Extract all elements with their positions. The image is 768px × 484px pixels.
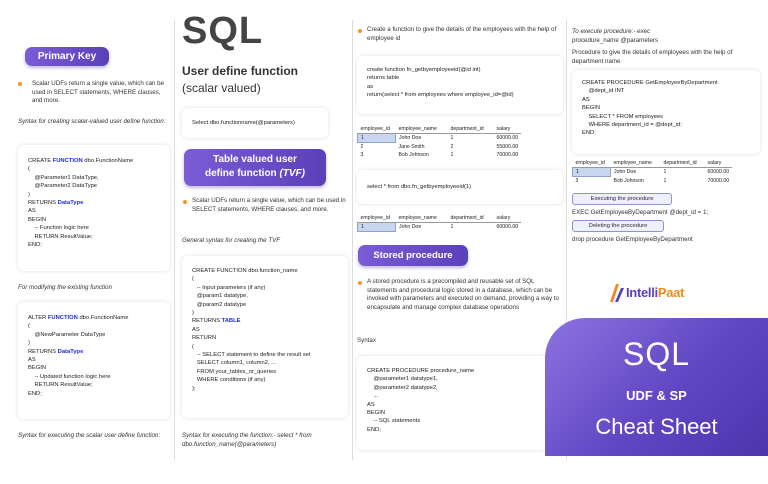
table-header: employee_id [358,125,396,134]
alter-function-code: ALTER FUNCTION dbo.FunctionName ( @NewParameter DataType ) RETURNS DataType AS BEGIN -- Updated function logic here RETURN ResultValue; END; [28,315,129,397]
bullet-icon [183,200,187,204]
table-row: 2 Jane Smith 2 55000.00 [360,143,519,150]
exec-statement: EXEC GetEmployeeByDepartment @dept_id = 1; [572,209,709,216]
table-header: employee_name [396,125,448,134]
general-syntax-label: General syntax for creating the TVF [182,237,281,244]
table-row: 3 Bob Johnson 1 70000.00 [575,177,730,184]
table-header: department_id [448,125,494,134]
bullet-icon [358,281,362,285]
department-employees-table [572,159,732,185]
sp-code-card [357,356,563,450]
table-header: employee_id [573,159,611,168]
bullet-icon [18,82,22,86]
column-tvf [180,0,352,484]
fn-code: create function fn_getbyemployeeid(@id int) returns table as return(select * from employees where employee_id=@id) [367,67,514,99]
tvf-pill-line2: define function (TVF) [205,168,305,179]
logo-text: IntelliPaat [626,285,685,300]
table-header: employee_id [358,214,396,223]
select-example-code: Select dbo.functionname(@parameters) [192,120,295,126]
proc-description: Procedure to give the details of employees with the help of department name [572,49,733,65]
tvf-pill [184,149,326,186]
table-row: 1 John Doe 1 60000.00 [358,223,522,232]
select-fn-card [357,170,563,204]
executing-procedure-button[interactable]: Executing the procedure [572,193,672,205]
employees-table [357,125,521,159]
cheat-sheet-banner [545,318,768,456]
exec-line1: To execute procedure:- exec [572,28,651,35]
create-function-code-card [18,145,170,271]
exec-scalar-label: Syntax for executing the scalar user define function: [18,432,161,439]
hero-cheat-sheet: Cheat Sheet [595,414,718,439]
exec-line2: procedure_name @parameters [572,37,659,44]
intellipaat-logo [608,280,728,306]
table-row: 3 Bob Johnson 1 70000.00 [360,152,519,158]
hero-sql: SQL [622,336,691,372]
tvf-code-card [182,256,348,418]
select-fn-code: select * from dbo.fn_getbyemployeeid(1) [367,184,472,190]
bullet-icon [358,29,362,33]
tvf-intro: Scalar UDFs return a single value, which can be used in SELECT statements, WHERE clauses, and more. [192,197,346,213]
table-header: employee_name [396,214,448,223]
drop-statement: drop procedure GetEmployeeByDepartment [572,236,693,243]
sql-big-title: SQL [182,10,264,52]
primary-key-pill: Primary Key [25,47,109,66]
function-intro: Create a function to give the details of the employees with the help of employee id [367,26,557,42]
table-row: 1 John Doe 1 60000.00 [573,168,733,177]
sp-intro: A stored procedure is a precompiled and reusable set of SQL statements and procedural logic stored in a database, which can be invoked with parameters and executed on demand, providing a way to encapsulate and manage complex database operations [367,278,559,311]
column-scalar-udf [18,0,170,484]
syntax-create-label: Syntax for creating scalar-valued user define function: [18,118,166,125]
column-divider [174,20,175,460]
table-header: salary [705,159,733,168]
stored-procedure-pill: Stored procedure [358,245,468,266]
table-header: department_id [448,214,494,223]
proc-code-card [572,70,760,154]
create-function-code: CREATE FUNCTION dbo.FunctionName ( @Parameter1 DataType, @Parameter2 DataType ) RETURNS DataType AS BEGIN -- Function logic here RETURN ResultValue; END; [28,158,134,249]
fn-code-card [357,56,563,114]
udf-title: User define function [182,64,299,78]
table-header: department_id [661,159,705,168]
tvf-pill-line1: Table valued user [213,154,297,165]
proc-code: CREATE PROCEDURE GetEmployeeByDepartment @dept_id INT AS BEGIN SELECT * FROM employees WHERE department_id = @dept_id; END; [582,80,718,137]
column-stored-procedure [355,0,565,484]
scalar-intro: Scalar UDFs return a single value, which can be used in SELECT statements, WHERE clauses, and more. [32,80,165,105]
udf-subtitle: (scalar valued) [182,81,261,95]
column-divider [352,20,353,460]
employee-result-table [357,214,521,232]
sp-code: CREATE PROCEDURE procedure_name @parameter1 datatype1, @parameter2 datatype2, ... AS BEGIN -- SQL statements END; [367,368,475,433]
logo-mark-icon [608,282,626,304]
table-header: employee_name [611,159,661,168]
table-header: salary [494,125,522,134]
hero-udf-sp: UDF & SP [626,388,687,403]
table-header: salary [494,214,522,223]
table-row: 1 John Doe 1 60000.00 [358,134,522,143]
modify-label: For modifying the existing function [18,284,112,291]
alter-function-code-card [18,302,170,419]
deleting-procedure-button[interactable]: Deleting the procedure [572,220,664,232]
select-example-card [182,108,328,138]
exec-tvf-label: Syntax for executing the function:- select * from dbo.function_name(@parameters) [182,432,312,448]
tvf-code: CREATE FUNCTION dbo.function_name ( -- Input parameters (if any) @param1 datatype, @param2 datatype ) RETURNS TABLE AS RETURN ( -- SELECT statement to define the result set SELECT column1, column2, ... FROM your_tables_or_queries WHERE conditions (if any) ); [192,268,311,392]
syntax-label: Syntax [357,337,376,344]
